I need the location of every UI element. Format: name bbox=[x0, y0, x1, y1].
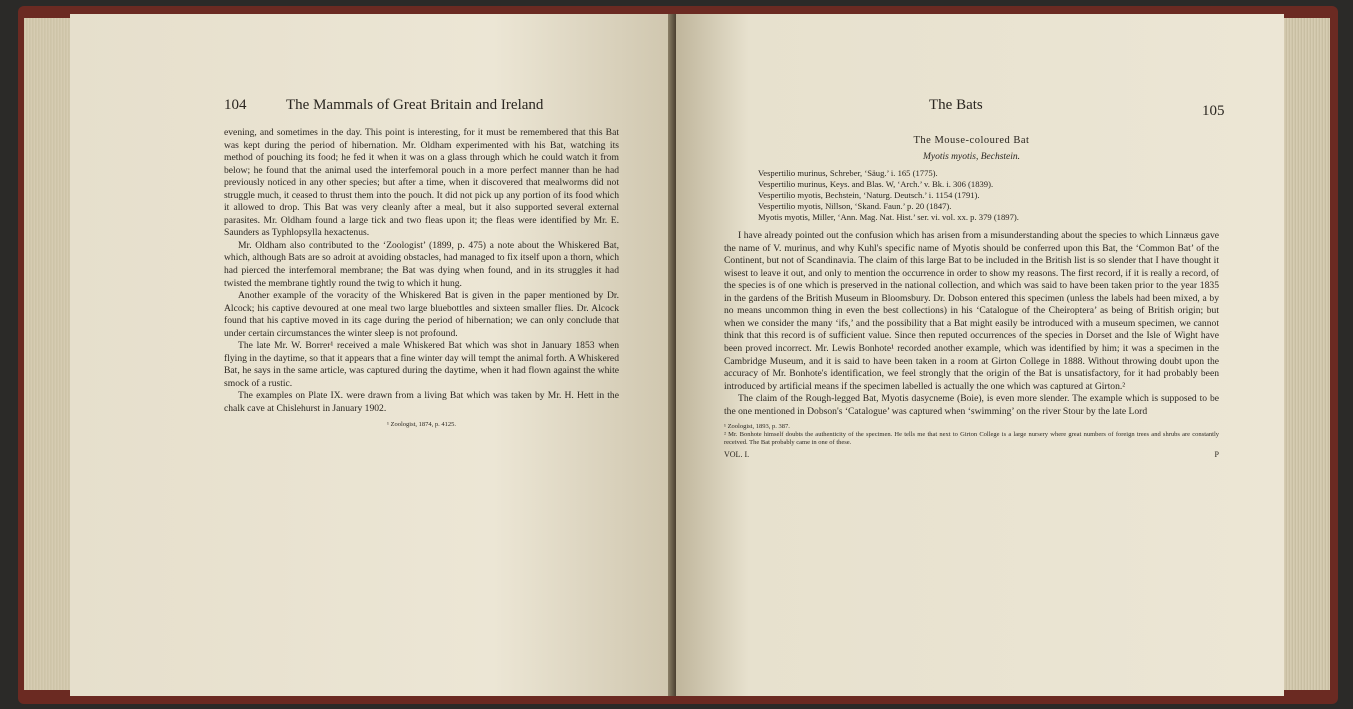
signature-mark: P bbox=[1214, 450, 1219, 460]
synonym-item: Vespertilio murinus, Keys. and Blas. W, ‘Arch.’ v. Bk. i. 306 (1839). bbox=[758, 179, 994, 190]
left-paragraph-5: The examples on Plate IX. were drawn from a living Bat which was taken by Mr. H. Hett in the chalk cave at Chislehurst in January 1902. bbox=[224, 390, 619, 415]
right-page bbox=[676, 14, 1284, 696]
right-running-head: The Bats bbox=[929, 97, 983, 113]
species-name: Myotis myotis, Bechstein. bbox=[922, 151, 1021, 162]
synonym-list bbox=[724, 168, 1219, 223]
right-body-text bbox=[724, 135, 1219, 459]
left-page bbox=[70, 14, 675, 696]
left-paragraph-1: evening, and sometimes in the day. This point is interesting, for it must be remembered that this Bat was kept during the period of hibernation. Mr. Oldham experimented with his Bat, watching its method of pouching its food; he fed it when it was on a glass through which he could watch it from below; he found that the animal used the interfemoral pouch in a more perfect manner than he had previously noticed in any other species; but after a time, when it discovered that mealworms did not struggle much, it ceased to thrust them into the pouch. It did not pick up any portion of its food which it allowed to drop. This Bat was very cleanly after a meal, but it also supported several external parasites. Mr. Oldham found a large tick and two fleas upon it; the fleas were identified by Mr. E. Saunders as Typhlopsylla hexactenus. bbox=[224, 127, 619, 239]
left-running-head: The Mammals of Great Britain and Ireland bbox=[286, 97, 544, 113]
synonym-item: Vespertilio myotis, Bechstein, ‘Naturg. Deutsch.’ i. 1154 (1791). bbox=[758, 190, 980, 201]
right-footnote-1: ¹ Zoologist, 1893, p. 387. bbox=[724, 423, 790, 431]
synonym-item: Vespertilio myotis, Nillson, ‘Skand. Faun.’ p. 20 (1847). bbox=[758, 201, 952, 212]
left-paragraph-2: Mr. Oldham also contributed to the ‘Zoologist’ (1899, p. 475) a note about the Whiskered Bat, which, although Bats are so adroit at avoiding obstacles, had managed to fix itself upon a thorn, which had pierced the interfemoral membrane; the Bat was dying when found, and in its struggles it had twisted the membrane tightly round the twig to which it hung. bbox=[224, 239, 619, 289]
right-paragraph-1: I have already pointed out the confusion which has arisen from a misunderstanding about the species to which Linnæus gave the name of V. murinus, and why Kuhl's specific name of Myotis should be conferred upon this Bat, the ‘Common Bat’ of the Continent, but not of Scandinavia. The claim of this large Bat to be included in the British list is so slender that I have thought it wisest to leave it out, and only to mention the occurrence in order to show my reasons. The first record, if it is really a record, of the species is of one which is preserved in the national collection, and which was said to have been taken prior to the year 1835 in the gardens of the British Museum in Bloomsbury. Dr. Dobson entered this specimen (unless the labels had been mixed, a by no means uncommon thing in even the best collections) in his ‘Catalogue of the Cheiroptera’ as being of British origin; but when we consider the many ‘ifs,’ and the possibility that a Bat might easily be introduced with a museum specimen, we cannot think that this record is of sufficient value. Since then reputed occurrences of the species in Dorset and the Isle of Wight have been proved incorrect. Mr. Lewis Bonhote¹ recorded another example, which was identified by him; it was a specimen in the Cambridge Museum, and it is said to have been taken in a room at Girton College in 1888. Without throwing doubt upon the accuracy of Mr. Bonhote's identification, we feel strongly that the origin of the Bat is unsatisfactory, for it had probably been introduced by artificial means if the specimen labelled is actually the one which was captured at Girton.² bbox=[724, 230, 1219, 392]
right-footnote-2: ² Mr. Bonhote himself doubts the authenticity of the specimen. He tells me that next to Girton College is a large nursery where great numbers of foreign trees and shrubs are constantly received. The Bat probably came in one of these. bbox=[724, 431, 1219, 447]
left-paragraph-4: The late Mr. W. Borrer¹ received a male Whiskered Bat which was shot in January 1853 when flying in the daytime, so that it appears that a fine winter day will tempt the animal forth. A Whiskered Bat, he says in the same article, was captured during the daytime, when it had flown against the white smock of a rustic. bbox=[224, 340, 619, 389]
left-paragraph-3: Another example of the voracity of the Whiskered Bat is given in the paper mentioned by Dr. Alcock; his captive devoured at one meal two large bluebottles and sixteen smaller flies. Dr. Alcock found that his captive moved in its cage during the period of hibernation; we can only conclude that under certain circumstances the winter sleep is not profound. bbox=[224, 290, 619, 339]
left-footnote: ¹ Zoologist, 1874, p. 4125. bbox=[386, 420, 457, 428]
synonym-item: Vespertilio murinus, Schreber, ‘Säug.’ i. 165 (1775). bbox=[758, 168, 938, 179]
left-body-text bbox=[224, 127, 619, 429]
right-paragraph-2: The claim of the Rough-legged Bat, Myotis dasycneme (Boie), is even more slender. The example which is supposed to be the one mentioned in Dobson's ‘Catalogue’ was captured when ‘swimming’ on the river Stour by the late Lord bbox=[724, 393, 1219, 417]
volume-signature: VOL. I. bbox=[724, 450, 750, 460]
page-edges-left bbox=[24, 18, 76, 690]
left-page-number: 104 bbox=[224, 97, 247, 113]
right-page-number: 105 bbox=[1202, 103, 1225, 119]
synonym-item: Myotis myotis, Miller, ‘Ann. Mag. Nat. Hist.’ ser. vi. vol. xx. p. 379 (1897). bbox=[758, 212, 1019, 223]
page-edges-right bbox=[1278, 18, 1330, 690]
section-title: The Mouse-coloured Bat bbox=[913, 135, 1030, 146]
